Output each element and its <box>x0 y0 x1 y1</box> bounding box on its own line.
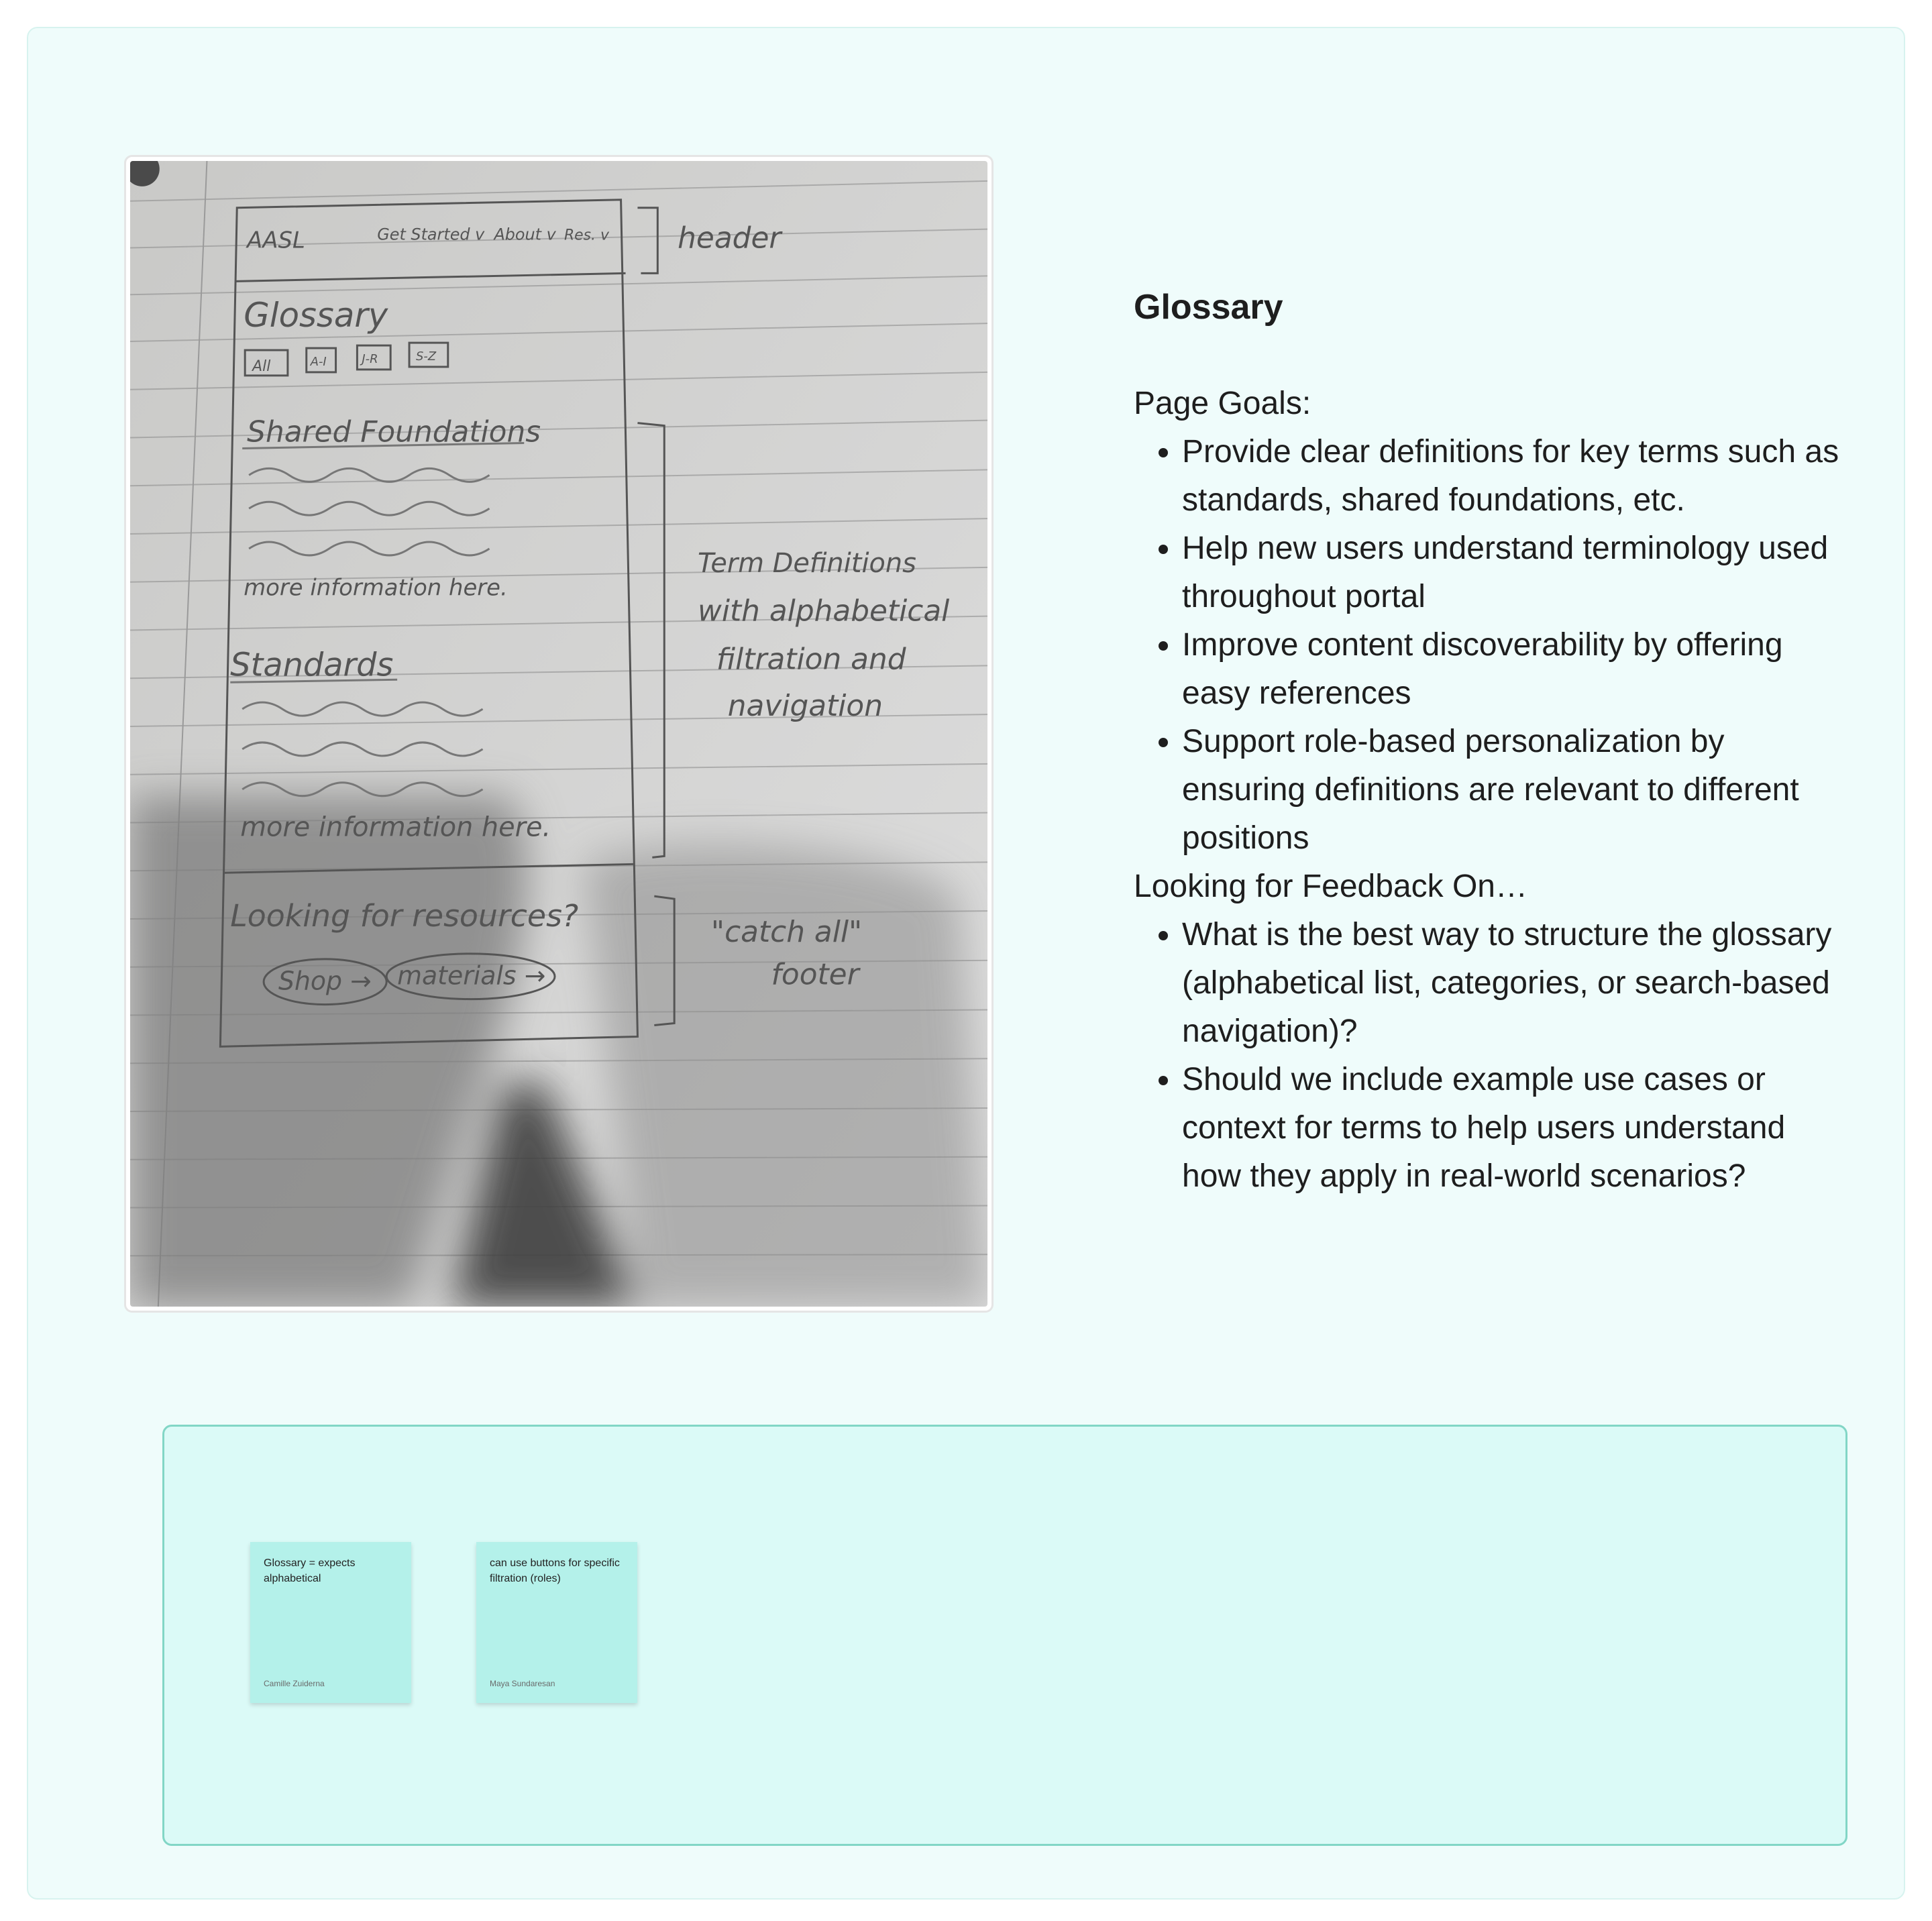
feedback-item: • What is the best way to structure the glossary (alphabetical list, categories, or search-based navigation)? <box>1182 911 1845 1056</box>
goals-label: Page Goals: <box>1134 386 1311 421</box>
goal-item: • Help new users understand terminology used throughout portal <box>1182 525 1845 621</box>
goal-item: • Provide clear definitions for key terms such as standards, shared foundations, etc. <box>1182 428 1845 525</box>
sketch-more-info: more information here. <box>244 574 508 601</box>
sketch-filter-sz: S-Z <box>416 349 437 364</box>
goal-item: • Support role-based personalization by ensuring definitions are relevant to different positions <box>1182 718 1845 863</box>
sticky-note[interactable] <box>250 1542 411 1703</box>
sketch-section-two: Standards <box>230 647 394 684</box>
notes-text <box>1134 283 1845 1201</box>
feedback-board[interactable] <box>162 1425 1847 1846</box>
sketch-footer-shop: Shop → <box>278 966 372 996</box>
sticky-author: Camille Zuiderna <box>264 1679 325 1688</box>
feedback-list <box>1134 911 1845 1201</box>
sketch-header-about: About v <box>494 225 556 244</box>
sketch-photo[interactable] <box>124 155 994 1313</box>
sketch-header-annotation: header <box>678 221 782 256</box>
sketch-footer-materials: materials → <box>397 960 546 991</box>
notes-title: Glossary <box>1134 288 1283 327</box>
sticky-note[interactable] <box>476 1542 637 1703</box>
sketch-image <box>130 161 987 1307</box>
feedback-item: • Should we include example use cases or context for terms to help users understand how they apply in real-world scenarios? <box>1182 1056 1845 1201</box>
sketch-annotation-4: navigation <box>727 689 883 724</box>
sketch-filter-all: All <box>252 358 271 375</box>
sketch-footer-prompt: Looking for resources? <box>230 897 579 934</box>
section-container <box>27 27 1905 1900</box>
sketch-footer-annotation-1: "catch all" <box>710 914 863 949</box>
feedback-label: Looking for Feedback On… <box>1134 869 1527 904</box>
sketch-annotation-1: Term Definitions <box>698 547 916 579</box>
sketch-glossary-title: Glossary <box>244 296 388 335</box>
sketch-header-aasl: AASL <box>247 227 305 254</box>
sketch-header-getstarted: Get Started v <box>377 225 485 244</box>
sketch-filter-ai: A-I <box>310 354 327 369</box>
sketch-footer-annotation-2: footer <box>771 957 859 992</box>
sketch-header-res: Res. v <box>564 227 609 244</box>
sketch-annotation-2: with alphabetical <box>698 594 950 628</box>
sticky-text: Glossary = expects alphabetical <box>264 1557 356 1584</box>
sticky-author: Maya Sundaresan <box>490 1679 555 1688</box>
sketch-annotation-3: filtration and <box>716 642 906 677</box>
sticky-text: can use buttons for specific filtration (roles) <box>490 1557 620 1584</box>
goals-list <box>1134 428 1845 863</box>
sketch-more-info-two: more information here. <box>240 812 551 843</box>
sketch-filter-jr: J-R <box>362 351 378 366</box>
goal-item: • Improve content discoverability by offering easy references <box>1182 621 1845 718</box>
sketch-section-one: Shared Foundations <box>247 415 541 449</box>
